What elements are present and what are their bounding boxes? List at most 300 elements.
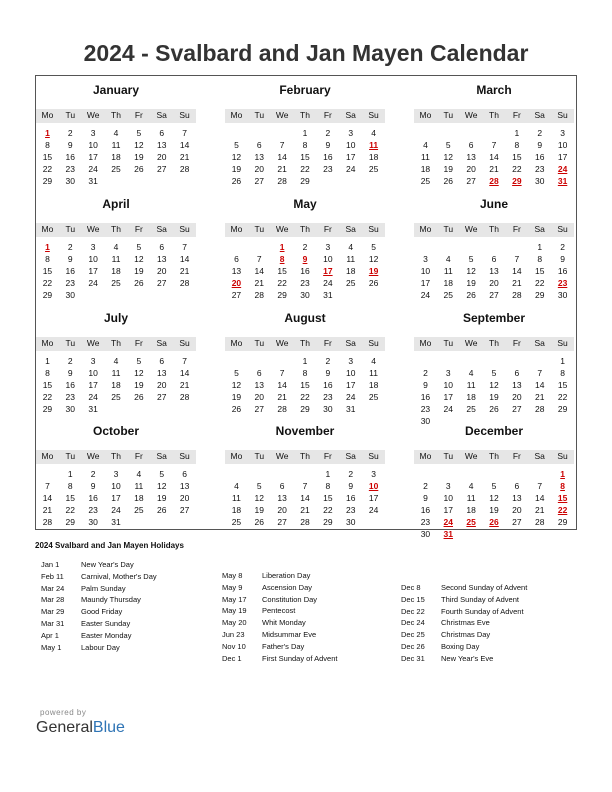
holiday-date: Mar 31 [41, 618, 65, 628]
day-cell: 9 [325, 368, 331, 378]
day-cell: 15 [42, 380, 53, 390]
day-cell: 20 [254, 164, 265, 174]
day-cell: 12 [254, 493, 265, 503]
day-cell: 17 [420, 278, 431, 288]
month-title: July [103, 311, 128, 325]
weekday-label: We [86, 451, 100, 461]
weekday-label: Su [557, 338, 568, 348]
day-cell: 16 [65, 152, 76, 162]
day-cell: 23 [65, 278, 76, 288]
day-cell: 16 [345, 493, 356, 503]
day-cell: 25 [368, 164, 379, 174]
holiday-date: May 19 [222, 606, 247, 616]
day-cell: 30 [65, 176, 76, 186]
day-cell: 24 [345, 392, 356, 402]
day-cell: 30 [323, 404, 333, 414]
weekday-label: Mo [419, 110, 432, 120]
holiday-day-cell: 1 [45, 128, 50, 138]
day-cell: 29 [300, 404, 310, 414]
day-cell: 12 [231, 380, 242, 390]
day-cell: 31 [88, 176, 98, 186]
weekday-label: We [86, 338, 100, 348]
day-cell: 7 [514, 254, 520, 264]
weekday-label: We [86, 110, 100, 120]
holiday-day-cell: 10 [368, 481, 379, 491]
day-cell: 18 [466, 505, 476, 515]
day-cell: 30 [420, 416, 431, 426]
day-cell: 25 [231, 517, 242, 527]
day-cell: 13 [156, 140, 167, 150]
weekday-label: Su [179, 224, 190, 234]
day-cell: 27 [156, 278, 167, 288]
holidays-title: 2024 Svalbard and Jan Mayen Holidays [35, 541, 184, 550]
weekday-label: Tu [443, 224, 454, 234]
weekday-label: Mo [230, 224, 243, 234]
day-cell: 1 [67, 469, 73, 479]
day-cell: 17 [111, 493, 121, 503]
day-cell: 20 [489, 278, 499, 288]
holiday-date: May 17 [222, 594, 247, 604]
day-cell: 14 [512, 266, 522, 276]
day-cell: 16 [323, 152, 333, 162]
day-cell: 6 [491, 254, 497, 264]
day-cell: 26 [489, 404, 499, 414]
holiday-day-cell: 24 [557, 164, 568, 174]
day-cell: 10 [88, 368, 98, 378]
day-cell: 10 [345, 140, 356, 150]
day-cell: 1 [302, 356, 308, 366]
day-cell: 11 [466, 380, 476, 390]
month-title: December [464, 424, 524, 438]
holiday-day-cell: 31 [443, 529, 454, 539]
weekday-label: Sa [156, 338, 167, 348]
day-cell: 28 [254, 290, 265, 300]
day-cell: 11 [111, 140, 121, 150]
day-cell: 30 [65, 404, 76, 414]
day-cell: 2 [302, 242, 308, 252]
day-cell: 18 [111, 380, 121, 390]
day-cell: 17 [368, 493, 379, 503]
day-cell: 25 [345, 278, 356, 288]
day-cell: 21 [254, 278, 265, 288]
day-cell: 22 [534, 278, 545, 288]
day-cell: 28 [179, 278, 190, 288]
day-cell: 2 [348, 469, 354, 479]
day-cell: 13 [512, 493, 522, 503]
holiday-name: Christmas Eve [441, 618, 490, 628]
day-cell: 28 [534, 517, 545, 527]
weekday-label: Su [557, 110, 568, 120]
page-title: 2024 - Svalbard and Jan Mayen Calendar [83, 40, 529, 66]
weekday-header [225, 337, 385, 351]
day-cell: 18 [443, 278, 454, 288]
day-cell: 20 [179, 493, 190, 503]
day-cell: 13 [512, 380, 522, 390]
day-cell: 8 [45, 254, 50, 264]
weekday-label: We [275, 451, 289, 461]
day-cell: 29 [534, 290, 545, 300]
day-cell: 20 [156, 152, 167, 162]
day-cell: 18 [111, 152, 121, 162]
day-cell: 15 [557, 380, 568, 390]
day-cell: 19 [134, 266, 144, 276]
weekday-label: Mo [419, 224, 432, 234]
month-title: October [92, 424, 139, 438]
holiday-name: New Year's Eve [441, 653, 494, 663]
holiday-day-cell: 9 [302, 254, 308, 264]
day-cell: 27 [231, 290, 242, 300]
day-cell: 15 [300, 152, 310, 162]
day-cell: 5 [491, 481, 497, 491]
day-cell: 7 [182, 128, 187, 138]
day-cell: 28 [277, 404, 287, 414]
weekday-label: We [464, 451, 478, 461]
weekday-label: Tu [254, 224, 265, 234]
day-cell: 13 [231, 266, 242, 276]
day-cell: 26 [134, 392, 144, 402]
day-cell: 6 [514, 481, 520, 491]
holiday-name: Fourth Sunday of Advent [441, 606, 524, 616]
day-cell: 3 [348, 356, 354, 366]
day-cell: 16 [88, 493, 98, 503]
weekday-label: Su [557, 451, 568, 461]
day-cell: 7 [45, 481, 50, 491]
day-cell: 27 [512, 404, 522, 414]
holiday-day-cell: 24 [443, 517, 454, 527]
holiday-date: Apr 1 [41, 630, 59, 640]
day-cell: 1 [514, 128, 520, 138]
day-cell: 8 [325, 481, 331, 491]
day-cell: 20 [512, 392, 522, 402]
day-cell: 6 [514, 368, 520, 378]
day-cell: 9 [325, 140, 331, 150]
weekday-label: Fr [512, 451, 521, 461]
holiday-name: Good Friday [81, 607, 123, 617]
holiday-date: May 20 [222, 618, 247, 628]
day-cell: 9 [348, 481, 354, 491]
weekday-label: Tu [254, 110, 265, 120]
day-cell: 15 [65, 493, 76, 503]
day-cell: 27 [512, 517, 522, 527]
day-cell: 6 [279, 481, 285, 491]
holiday-date: Dec 31 [401, 653, 425, 663]
holiday-name: Pentecost [262, 606, 296, 616]
holiday-day-cell: 15 [557, 493, 568, 503]
weekday-label: Sa [156, 451, 167, 461]
weekday-label: Sa [534, 338, 545, 348]
day-cell: 18 [134, 493, 144, 503]
day-cell: 30 [345, 517, 356, 527]
holiday-day-cell: 1 [279, 242, 285, 252]
day-cell: 25 [368, 392, 379, 402]
day-cell: 20 [156, 266, 167, 276]
day-cell: 24 [88, 278, 98, 288]
weekday-label: We [464, 110, 478, 120]
day-cell: 13 [156, 368, 167, 378]
powered-by-text: powered by [40, 708, 87, 717]
day-cell: 27 [254, 176, 265, 186]
holiday-day-cell: 20 [231, 278, 242, 288]
day-cell: 19 [443, 164, 454, 174]
day-cell: 14 [300, 493, 310, 503]
day-cell: 18 [111, 266, 121, 276]
holiday-date: Dec 1 [222, 653, 242, 663]
day-cell: 15 [534, 266, 545, 276]
day-cell: 26 [443, 176, 454, 186]
day-cell: 8 [67, 481, 73, 491]
day-cell: 23 [65, 392, 76, 402]
day-cell: 27 [254, 404, 265, 414]
day-cell: 2 [423, 368, 428, 378]
day-cell: 5 [136, 242, 142, 252]
day-cell: 15 [42, 152, 53, 162]
day-cell: 12 [231, 152, 242, 162]
weekday-label: Su [557, 224, 568, 234]
day-cell: 25 [466, 404, 476, 414]
weekday-label: Th [111, 451, 121, 461]
day-cell: 10 [88, 140, 98, 150]
day-cell: 7 [537, 481, 543, 491]
holiday-name: Midsummar Eve [262, 629, 317, 639]
weekday-header [36, 223, 196, 237]
weekday-label: Sa [345, 224, 356, 234]
weekday-label: Fr [323, 338, 332, 348]
day-cell: 13 [156, 254, 167, 264]
holiday-day-cell: 8 [560, 481, 565, 491]
weekday-label: Tu [65, 451, 76, 461]
weekday-header [36, 109, 196, 123]
day-cell: 3 [113, 469, 119, 479]
month-title: June [479, 197, 508, 211]
weekday-label: Sa [345, 110, 356, 120]
holiday-name: Third Sunday of Advent [441, 594, 519, 604]
day-cell: 10 [557, 140, 568, 150]
day-cell: 11 [111, 254, 121, 264]
day-cell: 7 [279, 368, 285, 378]
day-cell: 13 [254, 380, 265, 390]
day-cell: 2 [67, 242, 73, 252]
day-cell: 12 [466, 266, 476, 276]
day-cell: 23 [345, 505, 356, 515]
holiday-name: Whit Monday [262, 618, 306, 628]
day-cell: 3 [348, 128, 354, 138]
day-cell: 15 [300, 380, 310, 390]
weekday-label: Th [111, 338, 121, 348]
holiday-day-cell: 1 [45, 242, 50, 252]
day-cell: 21 [489, 164, 499, 174]
day-cell: 21 [277, 392, 287, 402]
day-cell: 15 [512, 152, 522, 162]
day-cell: 22 [42, 278, 53, 288]
day-cell: 3 [445, 481, 451, 491]
day-cell: 1 [45, 356, 50, 366]
day-cell: 18 [368, 152, 379, 162]
weekday-label: Tu [443, 338, 454, 348]
day-cell: 24 [368, 505, 379, 515]
weekday-header [414, 109, 574, 123]
day-cell: 7 [279, 140, 285, 150]
day-cell: 11 [134, 481, 144, 491]
day-cell: 12 [443, 152, 454, 162]
day-cell: 29 [323, 517, 333, 527]
day-cell: 4 [371, 128, 376, 138]
day-cell: 14 [277, 380, 287, 390]
weekday-label: Su [368, 451, 379, 461]
weekday-label: Th [300, 338, 310, 348]
day-cell: 31 [323, 290, 333, 300]
day-cell: 13 [466, 152, 476, 162]
day-cell: 24 [443, 404, 454, 414]
weekday-label: Sa [534, 224, 545, 234]
day-cell: 7 [182, 242, 187, 252]
day-cell: 12 [156, 481, 167, 491]
day-cell: 8 [537, 254, 543, 264]
day-cell: 26 [156, 505, 167, 515]
day-cell: 10 [111, 481, 121, 491]
month-title: March [476, 83, 512, 97]
day-cell: 2 [67, 128, 73, 138]
day-cell: 29 [42, 404, 53, 414]
day-cell: 19 [134, 380, 144, 390]
holiday-day-cell: 26 [489, 517, 499, 527]
weekday-label: Th [111, 224, 121, 234]
day-cell: 22 [277, 278, 287, 288]
day-cell: 21 [277, 164, 287, 174]
weekday-label: Su [179, 338, 190, 348]
day-cell: 7 [182, 356, 187, 366]
holiday-day-cell: 17 [323, 266, 333, 276]
day-cell: 12 [489, 493, 499, 503]
holiday-day-cell: 29 [512, 176, 522, 186]
holiday-date: May 8 [222, 571, 243, 580]
day-cell: 2 [325, 128, 331, 138]
weekday-label: Tu [443, 110, 454, 120]
day-cell: 26 [368, 278, 379, 288]
day-cell: 22 [557, 392, 568, 402]
holiday-date: Dec 25 [401, 630, 425, 640]
day-cell: 6 [256, 368, 262, 378]
weekday-label: Fr [134, 224, 143, 234]
day-cell: 18 [231, 505, 242, 515]
day-cell: 8 [302, 140, 308, 150]
holiday-date: Dec 22 [401, 606, 425, 616]
day-cell: 13 [489, 266, 499, 276]
month-title: February [279, 83, 331, 97]
day-cell: 2 [90, 469, 96, 479]
day-cell: 11 [466, 493, 476, 503]
day-cell: 11 [443, 266, 453, 276]
brand-logo[interactable] [36, 719, 125, 737]
weekday-label: Su [179, 110, 190, 120]
holiday-date: May 1 [41, 642, 62, 652]
weekday-label: Th [300, 224, 310, 234]
day-cell: 27 [277, 517, 287, 527]
day-cell: 1 [302, 128, 308, 138]
day-cell: 15 [323, 493, 333, 503]
day-cell: 1 [560, 356, 565, 366]
weekday-label: Fr [512, 338, 521, 348]
holiday-name: New Year's Day [81, 560, 134, 569]
weekday-label: Tu [254, 338, 265, 348]
day-cell: 30 [420, 529, 431, 539]
day-cell: 12 [134, 368, 144, 378]
day-cell: 8 [45, 368, 50, 378]
holiday-name: Carnival, Mother's Day [81, 571, 157, 581]
holiday-date: Mar 24 [41, 583, 65, 593]
day-cell: 6 [256, 140, 262, 150]
holiday-name: Easter Sunday [81, 618, 131, 628]
day-cell: 14 [179, 140, 190, 150]
day-cell: 29 [65, 517, 76, 527]
weekday-label: Mo [41, 110, 54, 120]
day-cell: 14 [254, 266, 265, 276]
day-cell: 5 [159, 469, 165, 479]
holiday-day-cell: 31 [557, 176, 568, 186]
weekday-label: Fr [134, 338, 143, 348]
day-cell: 9 [67, 140, 73, 150]
weekday-label: Su [368, 224, 379, 234]
day-cell: 25 [134, 505, 144, 515]
day-cell: 24 [323, 278, 333, 288]
weekday-label: Fr [512, 110, 521, 120]
weekday-label: Sa [345, 338, 356, 348]
month-title: November [275, 424, 335, 438]
weekday-label: Tu [65, 110, 76, 120]
day-cell: 30 [88, 517, 98, 527]
day-cell: 3 [90, 128, 96, 138]
weekday-label: Su [179, 451, 190, 461]
day-cell: 13 [277, 493, 287, 503]
weekday-header [414, 223, 574, 237]
day-cell: 4 [468, 368, 474, 378]
day-cell: 30 [300, 290, 310, 300]
day-cell: 6 [159, 128, 165, 138]
holiday-day-cell: 28 [489, 176, 499, 186]
day-cell: 16 [65, 266, 76, 276]
weekday-label: Tu [443, 451, 454, 461]
weekday-label: We [275, 338, 289, 348]
day-cell: 28 [277, 176, 287, 186]
day-cell: 4 [113, 356, 119, 366]
day-cell: 23 [88, 505, 98, 515]
day-cell: 26 [466, 290, 476, 300]
day-cell: 12 [368, 254, 379, 264]
day-cell: 5 [445, 140, 451, 150]
day-cell: 27 [156, 164, 167, 174]
day-cell: 9 [537, 140, 543, 150]
weekday-label: Mo [41, 338, 54, 348]
day-cell: 29 [557, 517, 568, 527]
day-cell: 20 [156, 380, 167, 390]
day-cell: 22 [512, 164, 522, 174]
day-cell: 17 [88, 266, 98, 276]
month-title: September [462, 311, 526, 325]
day-cell: 21 [42, 505, 53, 515]
day-cell: 4 [423, 140, 428, 150]
day-cell: 26 [254, 517, 265, 527]
weekday-label: Sa [534, 110, 545, 120]
day-cell: 28 [300, 517, 310, 527]
day-cell: 23 [300, 278, 310, 288]
day-cell: 8 [45, 140, 50, 150]
day-cell: 24 [111, 505, 121, 515]
day-cell: 9 [67, 368, 73, 378]
day-cell: 4 [234, 481, 239, 491]
holiday-date: Nov 10 [222, 641, 246, 651]
holiday-day-cell: 11 [369, 140, 379, 150]
day-cell: 3 [90, 242, 96, 252]
day-cell: 4 [113, 242, 119, 252]
